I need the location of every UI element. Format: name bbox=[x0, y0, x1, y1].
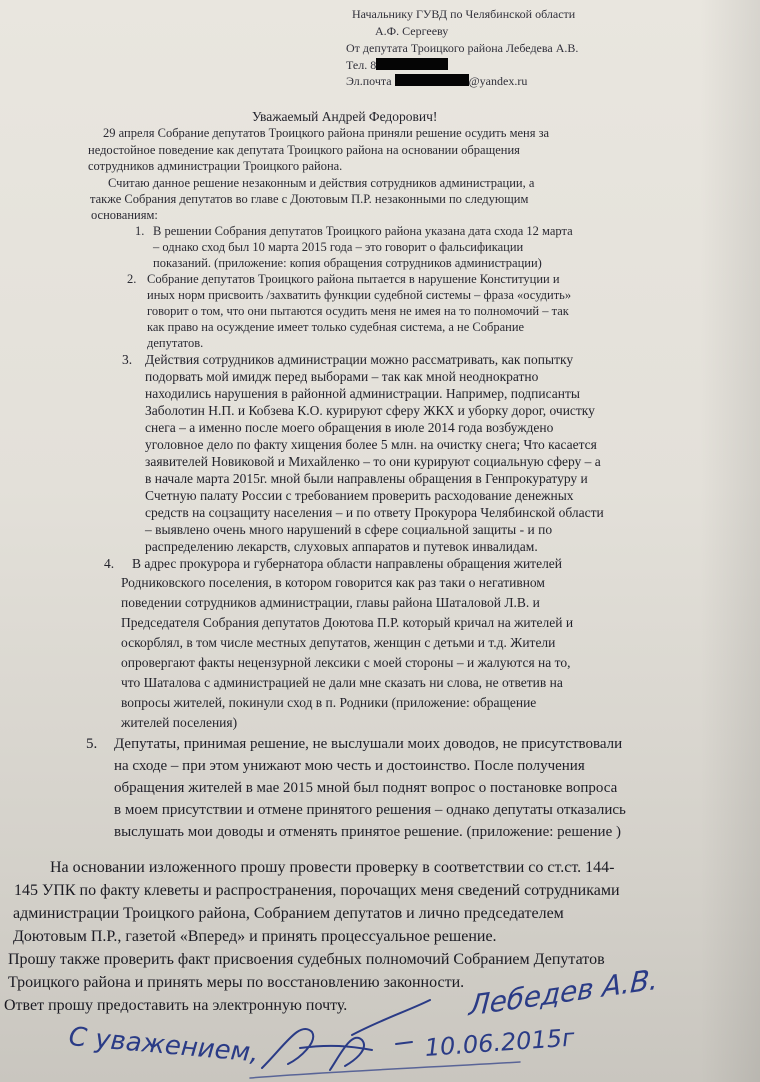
intro-line: недостойное поведение как депутата Троицкого района на основании обращения bbox=[88, 143, 520, 157]
list-item-line: В решении Собрания депутатов Троицкого района указана дата схода 12 марта bbox=[153, 224, 573, 238]
list-item-line: что Шаталова с администрацией не дали мне сказать ни слова, не ответив на bbox=[121, 675, 563, 690]
list-item-number: 2. bbox=[127, 272, 137, 286]
closing-line: На основании изложенного прошу провести проверку в соответствии со ст.ст. 144- bbox=[50, 859, 615, 876]
handwritten-date: 10.06.2015г bbox=[423, 1023, 576, 1062]
closing-line: Троицкого района и принять меры по восстановлению законности. bbox=[8, 974, 465, 991]
list-item-line: Родниковского поселения, в котором говорится как раз таки о негативном bbox=[121, 575, 545, 590]
list-item-line: – однако сход был 10 марта 2015 года – это говорит о фальсификации bbox=[153, 240, 524, 254]
list-item-line: Председателя Собрания депутатов Доютова П.Р. который кричал на жителей и bbox=[121, 615, 574, 630]
closing-line: Ответ прошу предоставить на электронную почту. bbox=[4, 997, 348, 1014]
list-item-line: – выявлено очень много нарушений в сфере социальной защиты - и по bbox=[145, 522, 553, 537]
closing-line: администрации Троицкого района, Собранием депутатов и лично председателем bbox=[13, 905, 564, 922]
list-item-line: Заболотин Н.П. и Кобзева К.О. курируют сферу ЖКХ и уборку дорог, очистку bbox=[145, 403, 595, 418]
list-item-line: распределению лекарств, слуховых аппаратов и путевок инвалидам. bbox=[145, 539, 538, 554]
list-item-line: средств на соцзащиту населения – и по ответу Прокурора Челябинской области bbox=[145, 505, 604, 520]
intro-line: 29 апреля Собрание депутатов Троицкого района приняли решение осудить меня за bbox=[103, 126, 550, 140]
list-item-line: оскорблял, в том числе местных депутатов, женщин с детьми и т.д. Жители bbox=[121, 635, 556, 650]
list-item-line: в моем присутствии и отмене принятого решения – однако депутаты отказались bbox=[114, 802, 626, 818]
list-item-line: опровергают факты нецензурной лексики с моей стороны – и жалуются на то, bbox=[121, 655, 571, 670]
list-item-line: уголовное дело по факту хищения более 5 млн. на очистку снега; Что касается bbox=[145, 437, 597, 452]
list-item-line: находились нарушения в районной администрации. Например, подписанты bbox=[145, 386, 580, 401]
intro-line: основаниям: bbox=[91, 208, 158, 222]
list-item-line: иных норм присвоить /захватить функции судебной системы – фраза «осудить» bbox=[147, 288, 572, 302]
handwritten-name: Лебедев А.В. bbox=[467, 962, 660, 1023]
list-item-line: Действия сотрудников администрации можно рассматривать, как попытку bbox=[145, 352, 574, 367]
list-item-line: вопросы жителей, покинули сход в п. Родники (приложение: обращение bbox=[121, 695, 537, 710]
closing-line: 145 УПК по факту клеветы и распространения, порочащих меня сведений сотрудниками bbox=[14, 882, 620, 899]
list-item-line: подорвать мой имидж перед выборами – так как мной неоднократно bbox=[145, 369, 539, 384]
list-item-number: 5. bbox=[86, 736, 98, 752]
list-item-line: поведении сотрудников администрации, главы района Шаталовой Л.В. и bbox=[121, 595, 540, 610]
handwritten-regards: С уважением, bbox=[67, 1022, 260, 1069]
intro-line: сотрудников администрации Троицкого района. bbox=[88, 159, 343, 173]
list-item-line: депутатов. bbox=[147, 336, 204, 350]
list-item-line: Счетную палату России с требованием проверить расходование денежных bbox=[145, 488, 574, 503]
list-item-line: Депутаты, принимая решение, не выслушали моих доводов, не присутствовали bbox=[114, 736, 623, 752]
list-item-line: снега – а именно после моего обращения в июле 2014 года возбуждено bbox=[145, 420, 554, 435]
list-item-line: на сходе – при этом унижают мою честь и достоинство. После получения bbox=[114, 758, 585, 774]
phone-label: Тел. 8 bbox=[346, 58, 377, 72]
greeting: Уважаемый Андрей Федорович! bbox=[252, 109, 438, 124]
list-item-line: обращения жителей в мае 2015 мной был поднят вопрос о постановке вопроса bbox=[114, 780, 618, 796]
list-item-line: заявителей Новиковой и Михайленко – то они курируют социальную сферу – а bbox=[145, 454, 601, 469]
list-item-line: выслушать мои доводы и отменять принятое решение. (приложение: решение ) bbox=[114, 824, 621, 840]
intro-line: также Собрания депутатов во главе с Доютовым П.Р. незаконными по следующим bbox=[90, 192, 529, 206]
recipient-line: Начальнику ГУВД по Челябинской области bbox=[352, 7, 576, 21]
list-item-line: жителей поселения) bbox=[121, 715, 238, 730]
list-item-line: говорит о том, что они пытаются осудить меня не имея на то полномочий – так bbox=[147, 304, 569, 318]
list-item-number: 1. bbox=[135, 224, 145, 238]
recipient-name: А.Ф. Сергееву bbox=[375, 24, 449, 38]
list-item-line: в начале марта 2015г. мной были направлены обращения в Генпрокуратуру и bbox=[145, 471, 588, 486]
list-item-number: 3. bbox=[122, 352, 133, 367]
list-item-line: В адрес прокурора и губернатора области направлены обращения жителей bbox=[132, 556, 563, 571]
list-item-line: Собрание депутатов Троицкого района пытается в нарушение Конституции и bbox=[147, 272, 560, 286]
closing-line: Доютовым П.Р., газетой «Вперед» и принять процессуальное решение. bbox=[13, 928, 497, 945]
intro-line: Считаю данное решение незаконным и действия сотрудников администрации, а bbox=[108, 176, 535, 190]
email-domain: @yandex.ru bbox=[468, 74, 528, 88]
list-item-line: как право на осуждение имеет только судебная система, а не Собрание bbox=[147, 320, 525, 334]
email-label: Эл.почта bbox=[346, 74, 392, 88]
list-item-number: 4. bbox=[104, 556, 115, 571]
closing-line: Прошу также проверить факт присвоения судебных полномочий Собранием Депутатов bbox=[8, 951, 605, 968]
list-item-line: показаний. (приложение: копия обращения сотрудников администрации) bbox=[153, 256, 542, 270]
sender-line: От депутата Троицкого района Лебедева А.В. bbox=[346, 41, 579, 55]
